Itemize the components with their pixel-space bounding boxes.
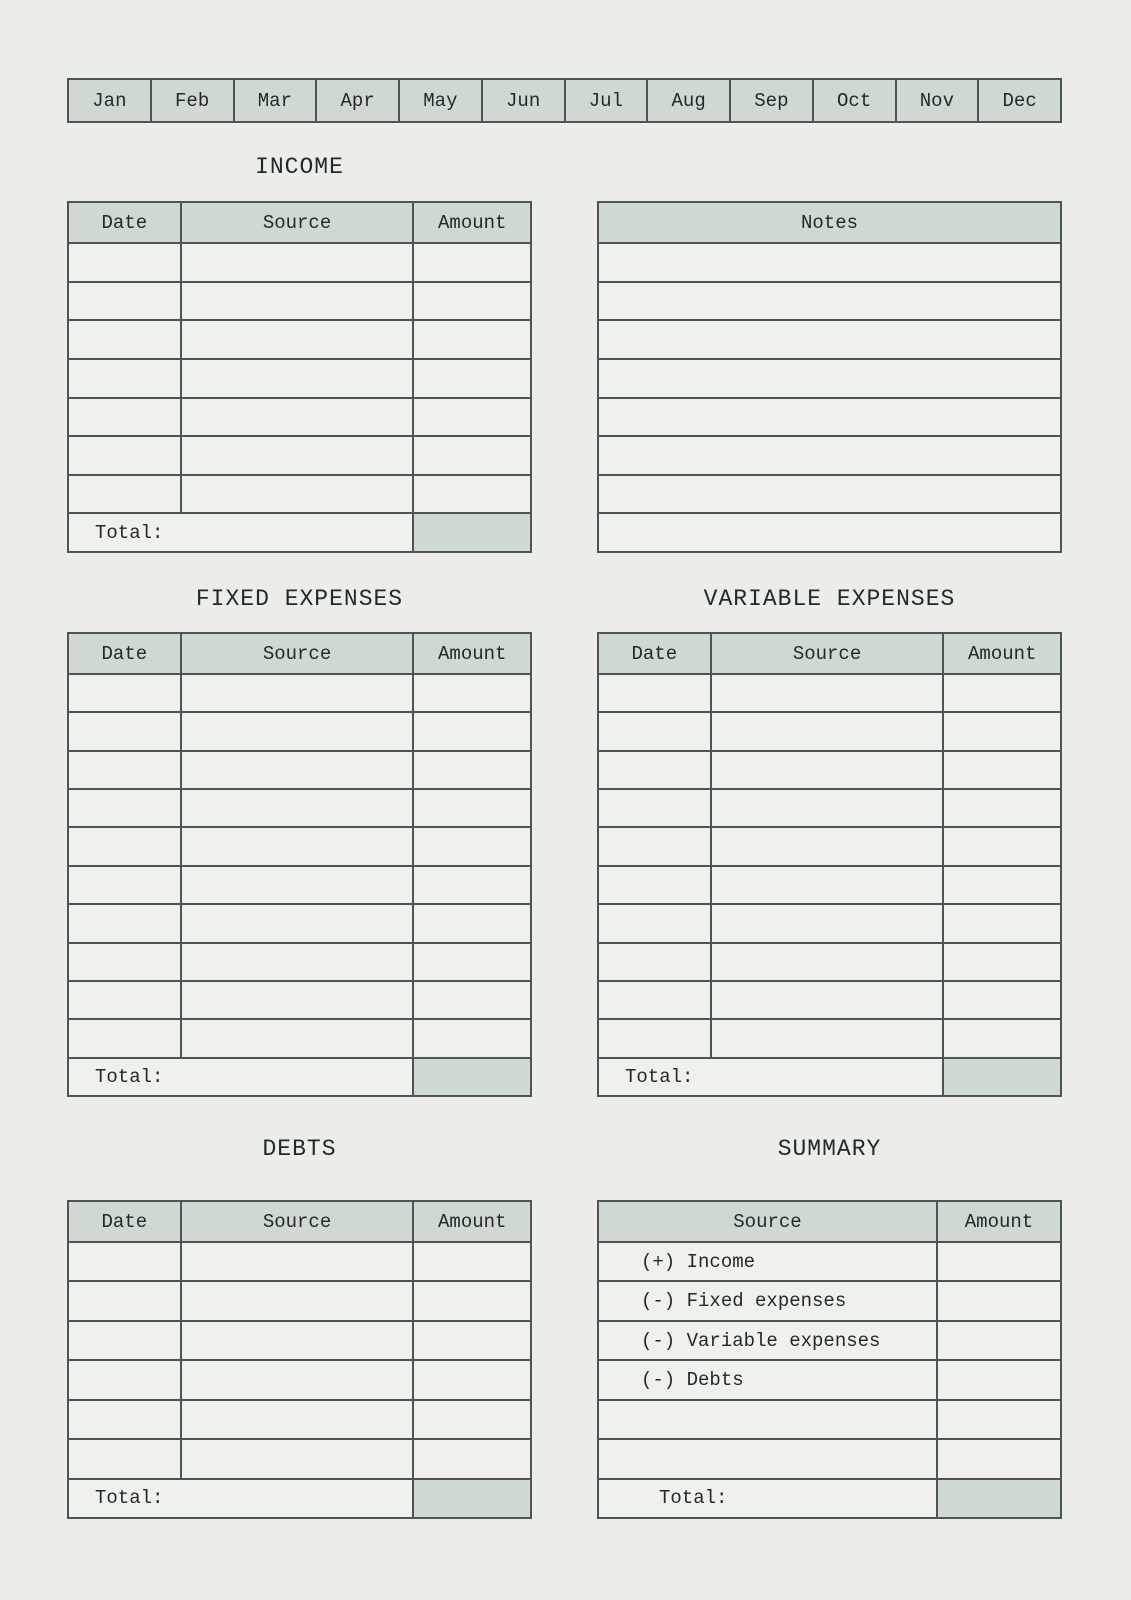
source-cell[interactable] xyxy=(180,283,413,320)
source-cell[interactable] xyxy=(710,790,943,826)
income-header-source: Source xyxy=(180,203,413,242)
income-row xyxy=(69,319,530,358)
date-cell[interactable] xyxy=(69,1322,180,1359)
amount-cell[interactable] xyxy=(412,321,530,358)
notes-header: Notes xyxy=(800,211,858,234)
income-row xyxy=(69,435,530,474)
debts-table xyxy=(67,1200,532,1519)
notes-table xyxy=(597,201,1062,553)
summary-empty-row xyxy=(599,1438,1060,1477)
fixed-expenses-row xyxy=(69,980,530,1018)
date-cell[interactable] xyxy=(599,982,710,1018)
summary-header-amount: Amount xyxy=(936,1202,1060,1241)
notes-row xyxy=(599,512,1060,551)
amount-cell[interactable] xyxy=(412,1020,530,1056)
summary-total-row xyxy=(599,1478,1060,1517)
source-cell[interactable] xyxy=(180,360,413,397)
source-cell[interactable] xyxy=(180,399,413,436)
date-cell[interactable] xyxy=(69,321,180,358)
amount-cell[interactable] xyxy=(942,675,1060,711)
notes-row xyxy=(599,242,1060,281)
date-cell[interactable] xyxy=(69,1282,180,1319)
fixed-expenses-row xyxy=(69,788,530,826)
date-cell[interactable] xyxy=(69,1361,180,1398)
source-cell[interactable] xyxy=(180,1361,413,1398)
source-cell[interactable] xyxy=(180,1282,413,1319)
notes-row xyxy=(599,474,1060,513)
amount-cell[interactable] xyxy=(412,244,530,281)
amount-cell[interactable] xyxy=(412,1322,530,1359)
variable-expenses-row xyxy=(599,942,1060,980)
month-tab-feb[interactable]: Feb xyxy=(150,80,233,121)
source-cell[interactable] xyxy=(180,1020,413,1056)
variable-expenses-header-row xyxy=(599,634,1060,673)
date-cell[interactable] xyxy=(599,790,710,826)
variable-expenses-row xyxy=(599,865,1060,903)
variable-expenses-total-label: Total: xyxy=(625,1065,694,1088)
debts-header-row xyxy=(69,1202,530,1241)
amount-cell[interactable] xyxy=(412,867,530,903)
source-cell[interactable] xyxy=(180,828,413,864)
source-cell[interactable] xyxy=(180,244,413,281)
month-tab-may[interactable]: May xyxy=(398,80,481,121)
date-cell[interactable] xyxy=(69,752,180,788)
notes-row xyxy=(599,319,1060,358)
amount-cell[interactable] xyxy=(942,713,1060,749)
month-tab-oct[interactable]: Oct xyxy=(812,80,895,121)
amount-cell[interactable] xyxy=(412,360,530,397)
date-cell[interactable] xyxy=(599,713,710,749)
variable-expenses-row xyxy=(599,673,1060,711)
notes-cell[interactable] xyxy=(599,399,1060,436)
amount-cell[interactable] xyxy=(936,1243,1060,1280)
month-tab-aug[interactable]: Aug xyxy=(646,80,729,121)
debts-row xyxy=(69,1438,530,1477)
income-row xyxy=(69,281,530,320)
variable-header-date: Date xyxy=(631,642,678,665)
income-row xyxy=(69,474,530,513)
amount-cell[interactable] xyxy=(936,1282,1060,1319)
amount-cell[interactable] xyxy=(412,905,530,941)
notes-cell[interactable] xyxy=(599,283,1060,320)
variable-expenses-total-amount-cell[interactable] xyxy=(942,1059,1060,1095)
notes-row xyxy=(599,281,1060,320)
income-total-label: Total: xyxy=(95,521,164,544)
source-cell[interactable] xyxy=(180,1243,413,1280)
date-cell[interactable] xyxy=(599,905,710,941)
amount-cell[interactable] xyxy=(412,1440,530,1477)
summary-item-label: (-) Variable expenses xyxy=(641,1329,881,1352)
amount-cell[interactable] xyxy=(412,944,530,980)
summary-header-source: Source xyxy=(733,1210,802,1233)
source-cell[interactable] xyxy=(180,944,413,980)
fixed-expenses-row xyxy=(69,673,530,711)
summary-row-variable-expenses xyxy=(599,1320,1060,1359)
month-tab-nov[interactable]: Nov xyxy=(895,80,978,121)
notes-cell[interactable] xyxy=(599,476,1060,513)
amount-cell[interactable] xyxy=(412,1282,530,1319)
source-cell[interactable] xyxy=(180,1440,413,1477)
amount-cell[interactable] xyxy=(412,752,530,788)
fixed-expenses-section-title: FIXED EXPENSES xyxy=(195,586,404,612)
fixed-expenses-total-row xyxy=(69,1057,530,1095)
date-cell[interactable] xyxy=(69,1401,180,1438)
notes-row xyxy=(599,397,1060,436)
date-cell[interactable] xyxy=(69,1020,180,1056)
amount-cell[interactable] xyxy=(936,1440,1060,1477)
debts-header-amount: Amount xyxy=(412,1202,530,1241)
income-header-row xyxy=(69,203,530,242)
amount-cell[interactable] xyxy=(412,982,530,1018)
summary-empty-row xyxy=(599,1399,1060,1438)
source-cell[interactable] xyxy=(180,790,413,826)
variable-expenses-row xyxy=(599,711,1060,749)
date-cell[interactable] xyxy=(69,675,180,711)
notes-cell[interactable] xyxy=(599,437,1060,474)
source-cell[interactable] xyxy=(180,1322,413,1359)
source-cell[interactable] xyxy=(180,905,413,941)
amount-cell[interactable] xyxy=(942,752,1060,788)
fixed-expenses-row xyxy=(69,1018,530,1056)
debts-row xyxy=(69,1280,530,1319)
fixed-expenses-row xyxy=(69,942,530,980)
date-cell[interactable] xyxy=(69,944,180,980)
income-row xyxy=(69,242,530,281)
variable-expenses-row xyxy=(599,903,1060,941)
source-cell[interactable] xyxy=(710,713,943,749)
debts-row xyxy=(69,1241,530,1280)
notes-cell[interactable] xyxy=(599,514,1060,551)
variable-expenses-total-row xyxy=(599,1057,1060,1095)
date-cell[interactable] xyxy=(69,790,180,826)
date-cell[interactable] xyxy=(69,713,180,749)
source-cell[interactable] xyxy=(180,437,413,474)
debts-row xyxy=(69,1359,530,1398)
debts-total-label: Total: xyxy=(95,1487,164,1510)
date-cell[interactable] xyxy=(69,283,180,320)
month-tab-jan[interactable]: Jan xyxy=(92,89,127,112)
variable-header-source: Source xyxy=(710,634,943,673)
amount-cell[interactable] xyxy=(412,790,530,826)
notes-cell[interactable] xyxy=(599,244,1060,281)
amount-cell[interactable] xyxy=(412,399,530,436)
fixed-expenses-total-label: Total: xyxy=(95,1065,164,1088)
summary-item-cell[interactable] xyxy=(599,1401,936,1438)
amount-cell[interactable] xyxy=(412,713,530,749)
notes-row xyxy=(599,435,1060,474)
amount-cell[interactable] xyxy=(412,1243,530,1280)
source-cell[interactable] xyxy=(710,905,943,941)
fixed-expenses-row xyxy=(69,826,530,864)
date-cell[interactable] xyxy=(599,1020,710,1056)
source-cell[interactable] xyxy=(180,675,413,711)
variable-expenses-row xyxy=(599,788,1060,826)
debts-row xyxy=(69,1320,530,1359)
amount-cell[interactable] xyxy=(412,437,530,474)
source-cell[interactable] xyxy=(180,752,413,788)
income-header-amount: Amount xyxy=(412,203,530,242)
amount-cell[interactable] xyxy=(942,828,1060,864)
month-tab-sep[interactable]: Sep xyxy=(729,80,812,121)
income-header-date: Date xyxy=(101,211,148,234)
fixed-header-amount: Amount xyxy=(412,634,530,673)
variable-expenses-row xyxy=(599,980,1060,1018)
date-cell[interactable] xyxy=(69,437,180,474)
variable-expenses-row xyxy=(599,750,1060,788)
amount-cell[interactable] xyxy=(942,1020,1060,1056)
income-total-amount-cell[interactable] xyxy=(412,514,530,551)
source-cell[interactable] xyxy=(180,476,413,513)
debts-total-amount-cell[interactable] xyxy=(412,1480,530,1517)
fixed-expenses-row xyxy=(69,865,530,903)
amount-cell[interactable] xyxy=(942,982,1060,1018)
notes-cell[interactable] xyxy=(599,360,1060,397)
amount-cell[interactable] xyxy=(412,283,530,320)
date-cell[interactable] xyxy=(599,944,710,980)
date-cell[interactable] xyxy=(69,905,180,941)
debts-section-title: DEBTS xyxy=(262,1136,337,1162)
summary-row-income xyxy=(599,1241,1060,1280)
amount-cell[interactable] xyxy=(942,905,1060,941)
source-cell[interactable] xyxy=(710,752,943,788)
summary-total-label: Total: xyxy=(659,1487,728,1510)
amount-cell[interactable] xyxy=(942,790,1060,826)
summary-row-debts xyxy=(599,1359,1060,1398)
source-cell[interactable] xyxy=(180,321,413,358)
source-cell[interactable] xyxy=(180,867,413,903)
date-cell[interactable] xyxy=(599,752,710,788)
notes-cell[interactable] xyxy=(599,321,1060,358)
income-section-title: INCOME xyxy=(255,154,344,180)
income-total-row xyxy=(69,512,530,551)
source-cell[interactable] xyxy=(710,675,943,711)
income-row xyxy=(69,397,530,436)
source-cell[interactable] xyxy=(710,867,943,903)
source-cell[interactable] xyxy=(710,1020,943,1056)
month-tab-bar xyxy=(67,78,1062,123)
income-table xyxy=(67,201,532,553)
debts-header-source: Source xyxy=(180,1202,413,1241)
date-cell[interactable] xyxy=(69,828,180,864)
source-cell[interactable] xyxy=(180,1401,413,1438)
date-cell[interactable] xyxy=(69,1243,180,1280)
fixed-expenses-row xyxy=(69,711,530,749)
summary-section-title: SUMMARY xyxy=(777,1136,882,1162)
summary-item-label: (-) Fixed expenses xyxy=(641,1290,847,1313)
date-cell[interactable] xyxy=(599,828,710,864)
amount-cell[interactable] xyxy=(936,1361,1060,1398)
notes-row xyxy=(599,358,1060,397)
date-cell[interactable] xyxy=(69,867,180,903)
fixed-expenses-row xyxy=(69,750,530,788)
fixed-expenses-table xyxy=(67,632,532,1097)
debts-header-date: Date xyxy=(101,1210,148,1233)
variable-expenses-row xyxy=(599,826,1060,864)
source-cell[interactable] xyxy=(710,828,943,864)
variable-expenses-table xyxy=(597,632,1062,1097)
date-cell[interactable] xyxy=(599,675,710,711)
date-cell[interactable] xyxy=(69,1440,180,1477)
source-cell[interactable] xyxy=(180,982,413,1018)
amount-cell[interactable] xyxy=(412,675,530,711)
date-cell[interactable] xyxy=(69,982,180,1018)
debts-row xyxy=(69,1399,530,1438)
month-tab-mar[interactable]: Mar xyxy=(233,80,316,121)
amount-cell[interactable] xyxy=(942,944,1060,980)
variable-header-amount: Amount xyxy=(942,634,1060,673)
month-tab-apr[interactable]: Apr xyxy=(315,80,398,121)
variable-expenses-section-title: VARIABLE EXPENSES xyxy=(703,586,956,612)
date-cell[interactable] xyxy=(69,399,180,436)
summary-table xyxy=(597,1200,1062,1519)
debts-total-row xyxy=(69,1478,530,1517)
fixed-expenses-header-row xyxy=(69,634,530,673)
income-row xyxy=(69,358,530,397)
fixed-header-source: Source xyxy=(180,634,413,673)
date-cell[interactable] xyxy=(599,867,710,903)
summary-item-cell[interactable] xyxy=(599,1440,936,1477)
summary-row-fixed-expenses xyxy=(599,1280,1060,1319)
amount-cell[interactable] xyxy=(412,1361,530,1398)
month-tab-dec[interactable]: Dec xyxy=(977,80,1060,121)
source-cell[interactable] xyxy=(710,982,943,1018)
fixed-expenses-row xyxy=(69,903,530,941)
source-cell[interactable] xyxy=(710,944,943,980)
amount-cell[interactable] xyxy=(936,1322,1060,1359)
summary-header-row xyxy=(599,1202,1060,1241)
date-cell[interactable] xyxy=(69,244,180,281)
summary-item-label: (-) Debts xyxy=(641,1368,744,1391)
source-cell[interactable] xyxy=(180,713,413,749)
date-cell[interactable] xyxy=(69,360,180,397)
fixed-expenses-total-amount-cell[interactable] xyxy=(412,1059,530,1095)
amount-cell[interactable] xyxy=(412,1401,530,1438)
summary-item-label: (+) Income xyxy=(641,1250,756,1273)
date-cell[interactable] xyxy=(69,476,180,513)
amount-cell[interactable] xyxy=(412,828,530,864)
amount-cell[interactable] xyxy=(936,1401,1060,1438)
variable-expenses-row xyxy=(599,1018,1060,1056)
amount-cell[interactable] xyxy=(412,476,530,513)
notes-header-row xyxy=(599,203,1060,242)
amount-cell[interactable] xyxy=(942,867,1060,903)
summary-total-amount-cell[interactable] xyxy=(936,1480,1060,1517)
month-tab-jun[interactable]: Jun xyxy=(481,80,564,121)
month-tab-jul[interactable]: Jul xyxy=(564,80,647,121)
fixed-header-date: Date xyxy=(101,642,148,665)
